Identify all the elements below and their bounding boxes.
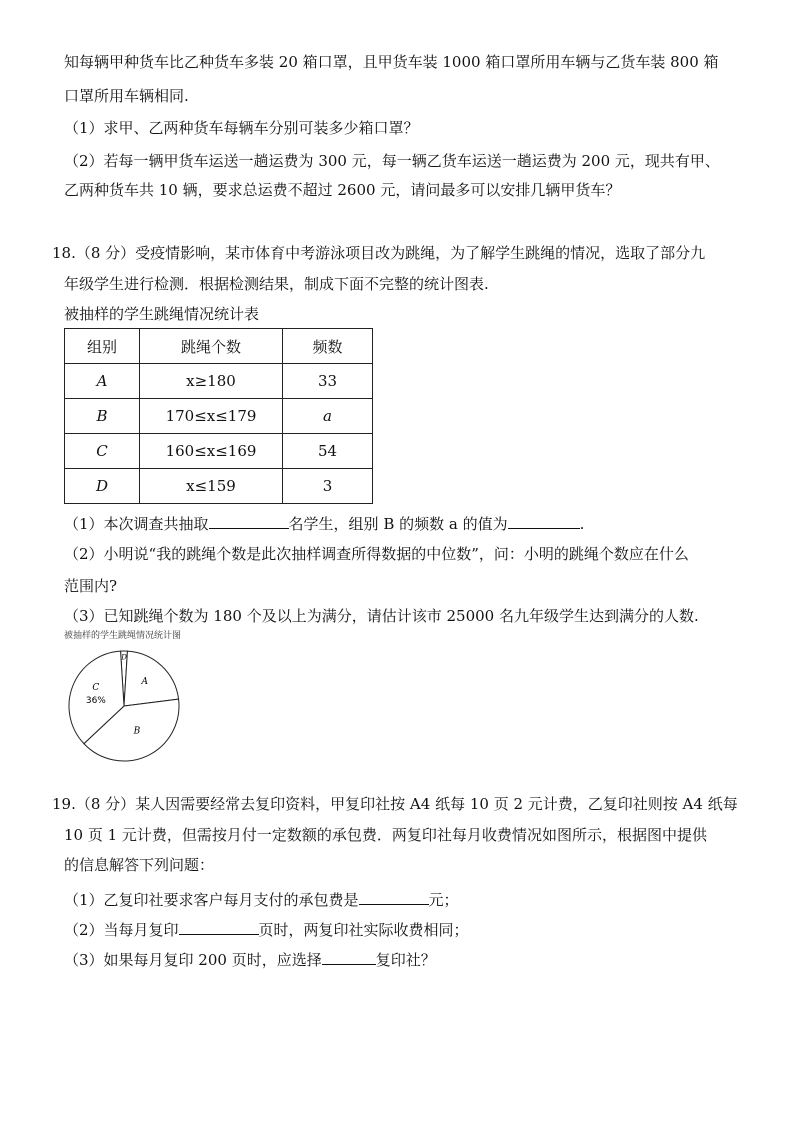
table-cell: B	[65, 399, 140, 434]
q18-part-1	[64, 512, 584, 534]
pie-label-a: A	[141, 676, 148, 687]
q19-part-3	[64, 948, 436, 970]
pie-annotation: 36%	[85, 695, 106, 706]
table-header-row	[65, 329, 373, 364]
q19-part-2-text-b: 页时，两复印社实际收费相同；	[258, 921, 469, 939]
q19-part-2-text-a: （2）当每月复印	[64, 921, 179, 939]
stats-table	[64, 328, 373, 504]
answer-blank[interactable]	[359, 888, 429, 905]
table-title: 被抽样的学生跳绳情况统计表	[64, 305, 260, 323]
q19-part-3-text-a: （3）如果每月复印 200 页时，应选择	[64, 951, 322, 969]
q18-part-3: （3）已知跳绳个数为 180 个及以上为满分，请估计该市 25000 名九年级学生达到满分的人数.	[64, 607, 699, 625]
table-cell: D	[65, 469, 140, 504]
table-row	[65, 364, 373, 399]
q19-part-1	[64, 888, 459, 910]
table-cell: 170≤x≤179	[140, 399, 283, 434]
q17-line-1: 知每辆甲种货车比乙种货车多装 20 箱口罩，且甲货车装 1000 箱口罩所用车辆与乙货车装 800 箱	[64, 53, 719, 71]
answer-blank[interactable]	[322, 948, 376, 965]
q17-part-2-line-1: （2）若每一辆甲货车运送一趟运费为 300 元，每一辆乙货车运送一趟运费为 200 元，现共有甲、	[64, 152, 720, 170]
q18-part-2-line-2: 范围内?	[64, 577, 118, 595]
answer-blank[interactable]	[508, 512, 580, 529]
q17-line-2: 口罩所用车辆相同.	[64, 87, 189, 105]
q19-part-2	[64, 918, 469, 940]
pie-title: 被抽样的学生跳绳情况统计图	[64, 631, 182, 641]
table-cell: a	[283, 399, 373, 434]
table-header-cell: 跳绳个数	[140, 329, 283, 364]
table-cell: x≥180	[140, 364, 283, 399]
table-cell: 33	[283, 364, 373, 399]
q17-part-1: （1）求甲、乙两种货车每辆车分别可装多少箱口罩？	[64, 119, 419, 137]
q18-part-2-line-1: （2）小明说“我的跳绳个数是此次抽样调查所得数据的中位数”，问：小明的跳绳个数应在什么	[64, 545, 689, 563]
table-row	[65, 434, 373, 469]
q19-part-1-text-a: （1）乙复印社要求客户每月支付的承包费是	[64, 891, 359, 909]
pie-chart	[64, 646, 184, 766]
pie-slice-a	[124, 651, 179, 706]
table-row	[65, 469, 373, 504]
table-cell: A	[65, 364, 140, 399]
q18-part-1-text-a: （1）本次调查共抽取	[64, 515, 209, 533]
answer-blank[interactable]	[209, 512, 289, 529]
q19-line-1: 19.（8 分）某人因需要经常去复印资料，甲复印社按 A4 纸每 10 页 2 元计费，乙复印社则按 A4 纸每	[52, 795, 738, 813]
table-row	[65, 399, 373, 434]
pie-label-d: D	[121, 653, 127, 662]
q18-part-1-text-c: .	[579, 515, 585, 533]
pie-label-c: C	[92, 682, 100, 693]
q18-line-1: 18.（8 分）受疫情影响，某市体育中考游泳项目改为跳绳，为了解学生跳绳的情况，选取了部分九	[52, 244, 706, 262]
q18-part-1-text-b: 名学生，组别 B 的频数 a 的值为	[288, 515, 508, 533]
q19-part-1-text-b: 元；	[428, 891, 459, 909]
q18-line-2: 年级学生进行检测．根据检测结果，制成下面不完整的统计图表.	[64, 275, 489, 293]
pie-label-b: B	[133, 726, 141, 737]
q19-line-2: 10 页 1 元计费，但需按月付一定数额的承包费．两复印社每月收费情况如图所示，根据图中提供	[64, 826, 707, 844]
table-header-cell: 频数	[283, 329, 373, 364]
table-cell: x≤159	[140, 469, 283, 504]
table-header-cell: 组别	[65, 329, 140, 364]
q19-line-3: 的信息解答下列问题：	[64, 856, 215, 874]
q19-part-3-text-b: 复印社？	[375, 951, 436, 969]
table-cell: 160≤x≤169	[140, 434, 283, 469]
q17-part-2-line-2: 乙两种货车共 10 辆，要求总运费不超过 2600 元，请问最多可以安排几辆甲货车？	[64, 181, 621, 199]
table-cell: C	[65, 434, 140, 469]
table-cell: 3	[283, 469, 373, 504]
table-cell: 54	[283, 434, 373, 469]
answer-blank[interactable]	[179, 918, 259, 935]
